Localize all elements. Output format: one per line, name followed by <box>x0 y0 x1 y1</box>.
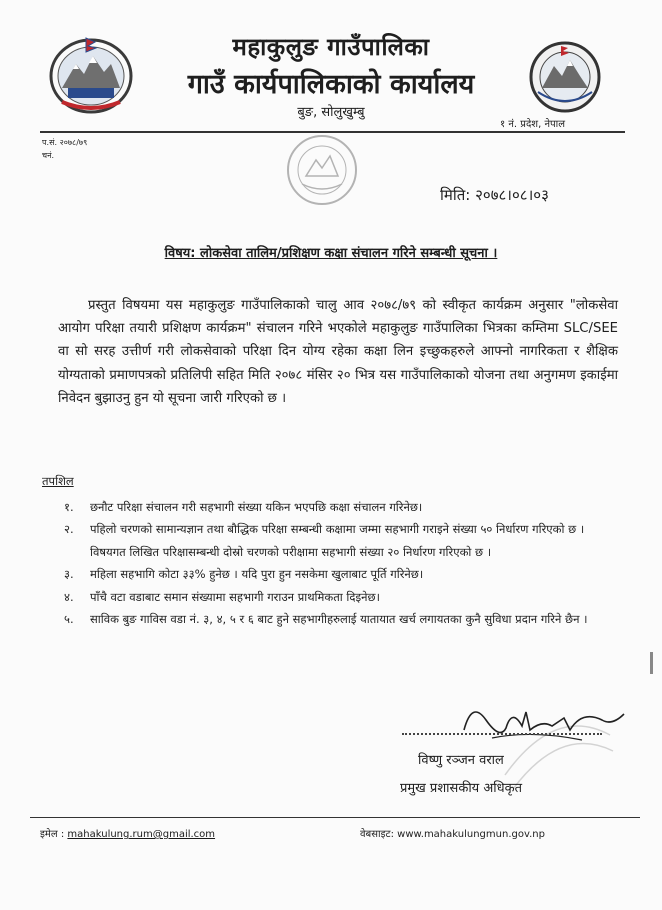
office-title: गाउँ कार्यपालिकाको कार्यालय <box>187 69 475 100</box>
office-stamp-icon <box>282 130 362 210</box>
item-text: साविक बुङ गाविस वडा नं. ३, ४, ५ र ६ बाट हुने सहभागीहरुलाई यातायात खर्च लगायतका कुनै सुविधा प्रदान गरिने छैन । <box>90 612 588 627</box>
website-link[interactable]: www.mahakulungmun.gov.np <box>397 829 545 840</box>
item-number: ४. <box>64 589 74 604</box>
item-number: ५. <box>64 612 74 627</box>
list-item <box>64 518 594 563</box>
item-number: ३. <box>64 567 74 582</box>
list-item <box>64 586 594 608</box>
list-item <box>64 563 594 585</box>
office-address: बुङ, सोलुखुम्बु <box>297 105 365 120</box>
notice-subject <box>0 243 662 261</box>
email-label: इमेल : <box>40 829 65 840</box>
signatory-designation: प्रमुख प्रशासकीय अधिकृत <box>400 781 523 796</box>
letter-number: प.सं. २०७८/७९ <box>42 138 88 147</box>
details-heading: तपशिल <box>42 474 74 488</box>
details-list <box>64 496 594 630</box>
dispatch-number: चनं. <box>42 151 55 160</box>
footer-email <box>40 826 215 840</box>
office-name: महाकुलुङ गाउँपालिका <box>232 33 430 61</box>
item-text: महिला सहभागि कोटा ३३% हुनेछ । यदि पुरा हुन नसकेमा खुलाबाट पूर्ति गरिनेछ। <box>90 567 424 582</box>
item-text: पाँचै वटा वडाबाट समान संख्यामा सहभागी गराउन प्राथमिकता दिइनेछ। <box>90 589 380 604</box>
signature-line <box>402 733 602 735</box>
footer-divider <box>30 817 640 818</box>
notice-body: प्रस्तुत विषयमा यस महाकुलुङ गाउँपालिकाको चालु आव २०७८/७९ को स्वीकृत कार्यक्रम अनुसार "लोकसेवा आयोग परिक्षा तयारी प्रशिक्षण कार्यक्रम" संचालन गरिने भएकोले महाकुलुङ गाउँपालिका भित्रका कम्तिमा SLC/SEE वा सो सरह उत्तीर्ण गरी लोकसेवाको परिक्षा दिन योग्य रहेका कक्षा लिन इच्छुकहरुले आफ्नो नागरिकता र शैक्षिक योग्यताको प्रमाणपत्रको प्रतिलिपी सहित मिति २०७८ मंसिर २० भित्र यस गाउँपालिकाको योजना तथा अनुगमण इकाईमा निवेदन बुझाउनु हुन यो सूचना जारी गरिएको छ । <box>58 298 618 406</box>
subject-text: विषय: लोकसेवा तालिम/प्रशिक्षण कक्षा संचालन गरिने सम्बन्धी सूचना । <box>164 246 498 261</box>
scan-edge-mark <box>650 652 653 674</box>
issue-date: मिति: २०७८।०८।०३ <box>440 186 549 204</box>
item-number: २. <box>64 522 74 537</box>
province-label: १ नं. प्रदेश, नेपाल <box>500 119 566 130</box>
list-item <box>64 608 594 630</box>
item-text: पहिलो चरणको सामान्यज्ञान तथा बौद्धिक परिक्षा सम्बन्धी कक्षामा जम्मा सहभागी गराइने संख्या ५० निर्धारण गरिएको छ ।विषयगत लिखित परिक्षासम्बन्धी दोस्रो चरणको परीक्षामा सहभागी संख्या २० निर्धारण गरिएको छ । <box>90 522 585 559</box>
website-label: वेबसाइट: <box>360 829 394 840</box>
footer-website <box>360 826 545 840</box>
item-number: १. <box>64 500 74 514</box>
signatory-name: विष्णु रञ्जन वराल <box>418 753 504 768</box>
item-text: छनौट परिक्षा संचालन गरी सहभागी संख्या यकिन भएपछि कक्षा संचालन गरिनेछ। <box>90 500 423 514</box>
email-link[interactable]: mahakulung.rum@gmail.com <box>67 829 216 840</box>
list-item <box>64 496 594 518</box>
